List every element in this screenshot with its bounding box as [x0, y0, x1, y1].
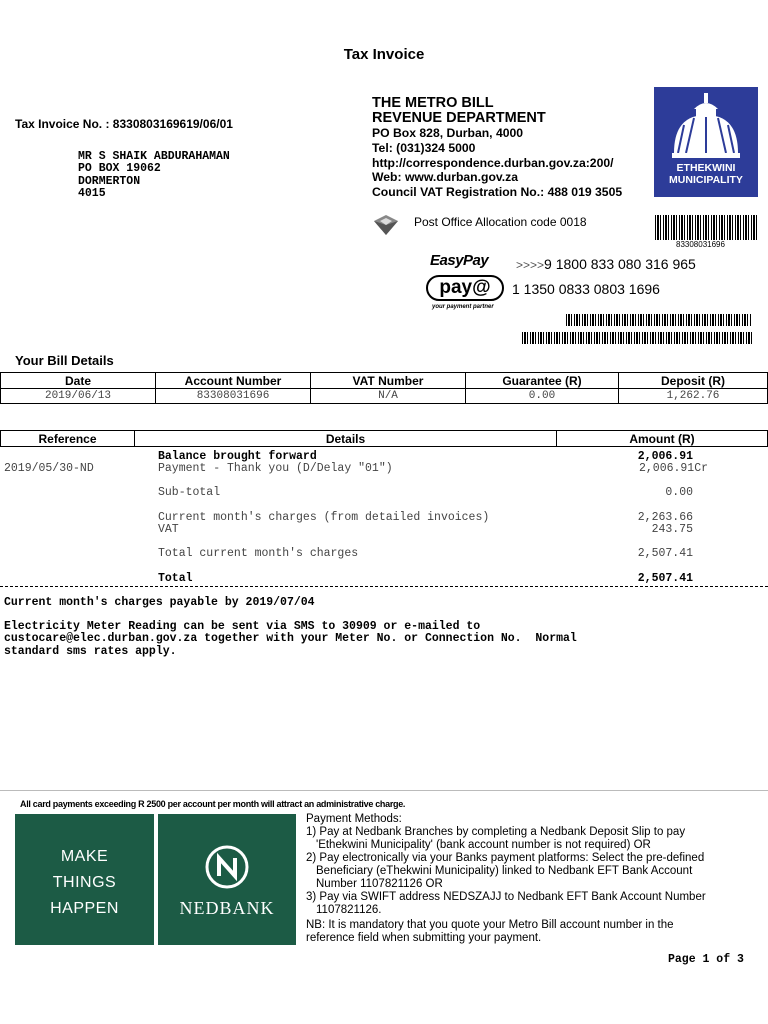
slogan-line: THINGS	[52, 874, 117, 891]
payment-methods-title: Payment Methods:	[306, 813, 402, 825]
detail-amount: 2,507.41	[637, 572, 693, 585]
payment-method-line: Number 1107821126 OR	[316, 878, 443, 890]
nedbank-name: NEDBANK	[179, 898, 275, 918]
barcode	[522, 332, 752, 344]
detail-text: Current month's charges (from detailed invoices)	[158, 511, 490, 524]
payment-method-line: Beneficiary (eThekwini Municipality) linked to Nedbank EFT Bank Account	[316, 865, 693, 877]
nedbank-slogan-panel	[15, 814, 154, 945]
invoice-number: Tax Invoice No. : 8330803169619/06/01	[15, 117, 233, 131]
sms-note: Electricity Meter Reading can be sent via SMS to 30909 or e-mailed to custocare@elec.durban.gov.za together with your Meter No. or Connection No. Normal standard sms rates apply.	[4, 620, 577, 658]
column-header: Account Number	[156, 373, 311, 389]
detail-amount: 2,006.91	[637, 450, 693, 463]
slogan-line: HAPPEN	[50, 900, 119, 917]
payment-method-note: reference field when submitting your payment.	[306, 932, 542, 944]
column-header: Reference	[1, 431, 135, 447]
table-cell: 0.00	[466, 389, 619, 404]
table-row	[1, 389, 768, 404]
payment-method-note: NB: It is mandatory that you quote your Metro Bill account number in the	[306, 919, 674, 931]
payable-note: Current month's charges payable by 2019/07/04	[4, 596, 315, 609]
detail-text: Balance brought forward	[158, 450, 317, 463]
address-line: DORMERTON	[78, 174, 141, 188]
payment-method-line: 1) Pay at Nedbank Branches by completing a Nedbank Deposit Slip to pay	[306, 826, 686, 838]
slogan	[15, 844, 154, 922]
column-header: Details	[135, 431, 557, 447]
column-header: VAT Number	[311, 373, 466, 389]
divider	[0, 790, 768, 791]
sender-web[interactable]: Web: www.durban.gov.za	[372, 170, 519, 185]
table-cell: 83308031696	[156, 389, 311, 404]
barcode-number: 83308031696	[676, 240, 725, 249]
payment-methods	[306, 813, 756, 945]
table-cell: 1,262.76	[619, 389, 768, 404]
detail-amount: 0.00	[665, 486, 693, 499]
table-cell: N/A	[311, 389, 466, 404]
sender-vat: Council VAT Registration No.: 488 019 3505	[372, 185, 623, 200]
payment-method-line: 3) Pay via SWIFT address NEDSZAJJ to Nedbank EFT Bank Account Number	[306, 891, 706, 903]
sender-name: THE METRO BILL	[372, 95, 494, 111]
payat-number: 1 1350 0833 0803 1696	[512, 281, 660, 297]
address-line: MR S SHAIK ABDURAHAMAN	[78, 150, 230, 163]
sender-block	[372, 96, 622, 200]
table-cell: 2019/06/13	[1, 389, 156, 404]
detail-text: Sub-total	[158, 486, 221, 499]
easypay-arrows: >>>>	[516, 258, 545, 272]
sender-tel: Tel: (031)324 5000	[372, 140, 476, 155]
address-line: PO BOX 19062	[78, 162, 161, 176]
ethekwini-logo	[654, 87, 758, 197]
easypay-number-text: 9 1800 833 080 316 965	[544, 256, 696, 272]
detail-text: Payment - Thank you (D/Delay "01")	[158, 462, 393, 475]
post-office-code: Post Office Allocation code 0018	[414, 215, 587, 229]
detail-amount: 243.75	[651, 523, 693, 536]
detail-amount: 2,507.41	[637, 547, 693, 560]
detail-amount: 2,263.66	[637, 511, 693, 524]
detail-reference: 2019/05/30-ND	[4, 462, 94, 475]
page-number: Page 1 of 3	[668, 953, 744, 966]
payat-tagline: your payment partner	[432, 304, 494, 310]
sender-po: PO Box 828, Durban, 4000	[372, 126, 524, 140]
sender-url[interactable]: http://correspondence.durban.gov.za:200/	[372, 155, 614, 170]
sender-department: REVENUE DEPARTMENT	[372, 110, 546, 126]
details-table-header	[0, 430, 768, 447]
barcode	[566, 314, 752, 326]
nedbank-logo-panel	[158, 814, 296, 945]
easypay-number	[516, 256, 696, 272]
recipient-address	[78, 151, 230, 200]
document-title: Tax Invoice	[343, 46, 425, 63]
nedbank-logo-icon	[204, 844, 250, 890]
table-header-row	[1, 373, 768, 389]
slogan-line: MAKE	[60, 848, 109, 865]
detail-text: Total	[158, 572, 193, 585]
barcode	[655, 215, 758, 240]
bill-details-title: Your Bill Details	[15, 353, 114, 368]
column-header: Guarantee (R)	[466, 373, 619, 389]
column-header: Deposit (R)	[619, 373, 768, 389]
logo-text: ETHEKWINI	[676, 162, 736, 174]
payment-method-line: 2) Pay electronically via your Banks payment platforms: Select the pre-defined	[306, 852, 705, 864]
table-header-row	[1, 431, 768, 447]
divider	[0, 586, 768, 587]
column-header: Amount (R)	[557, 431, 768, 447]
card-payment-note: All card payments exceeding R 2500 per account per month will attract an administrative charge.	[20, 799, 406, 809]
logo-text: MUNICIPALITY	[669, 174, 743, 186]
detail-text: Total current month's charges	[158, 547, 359, 560]
easypay-logo: EasyPay	[430, 252, 489, 269]
payat-logo: pay@	[426, 275, 504, 301]
column-header: Date	[1, 373, 156, 389]
detail-amount: 2,006.91Cr	[638, 462, 708, 475]
payment-method-line: 'Ethekwini Municipality' (bank account number is not required) OR	[316, 839, 651, 851]
detail-text: VAT	[158, 523, 179, 536]
post-office-icon	[372, 213, 400, 237]
bill-details-table	[0, 372, 768, 404]
payment-method-line: 1107821126.	[316, 904, 382, 916]
address-line: 4015	[78, 186, 106, 200]
